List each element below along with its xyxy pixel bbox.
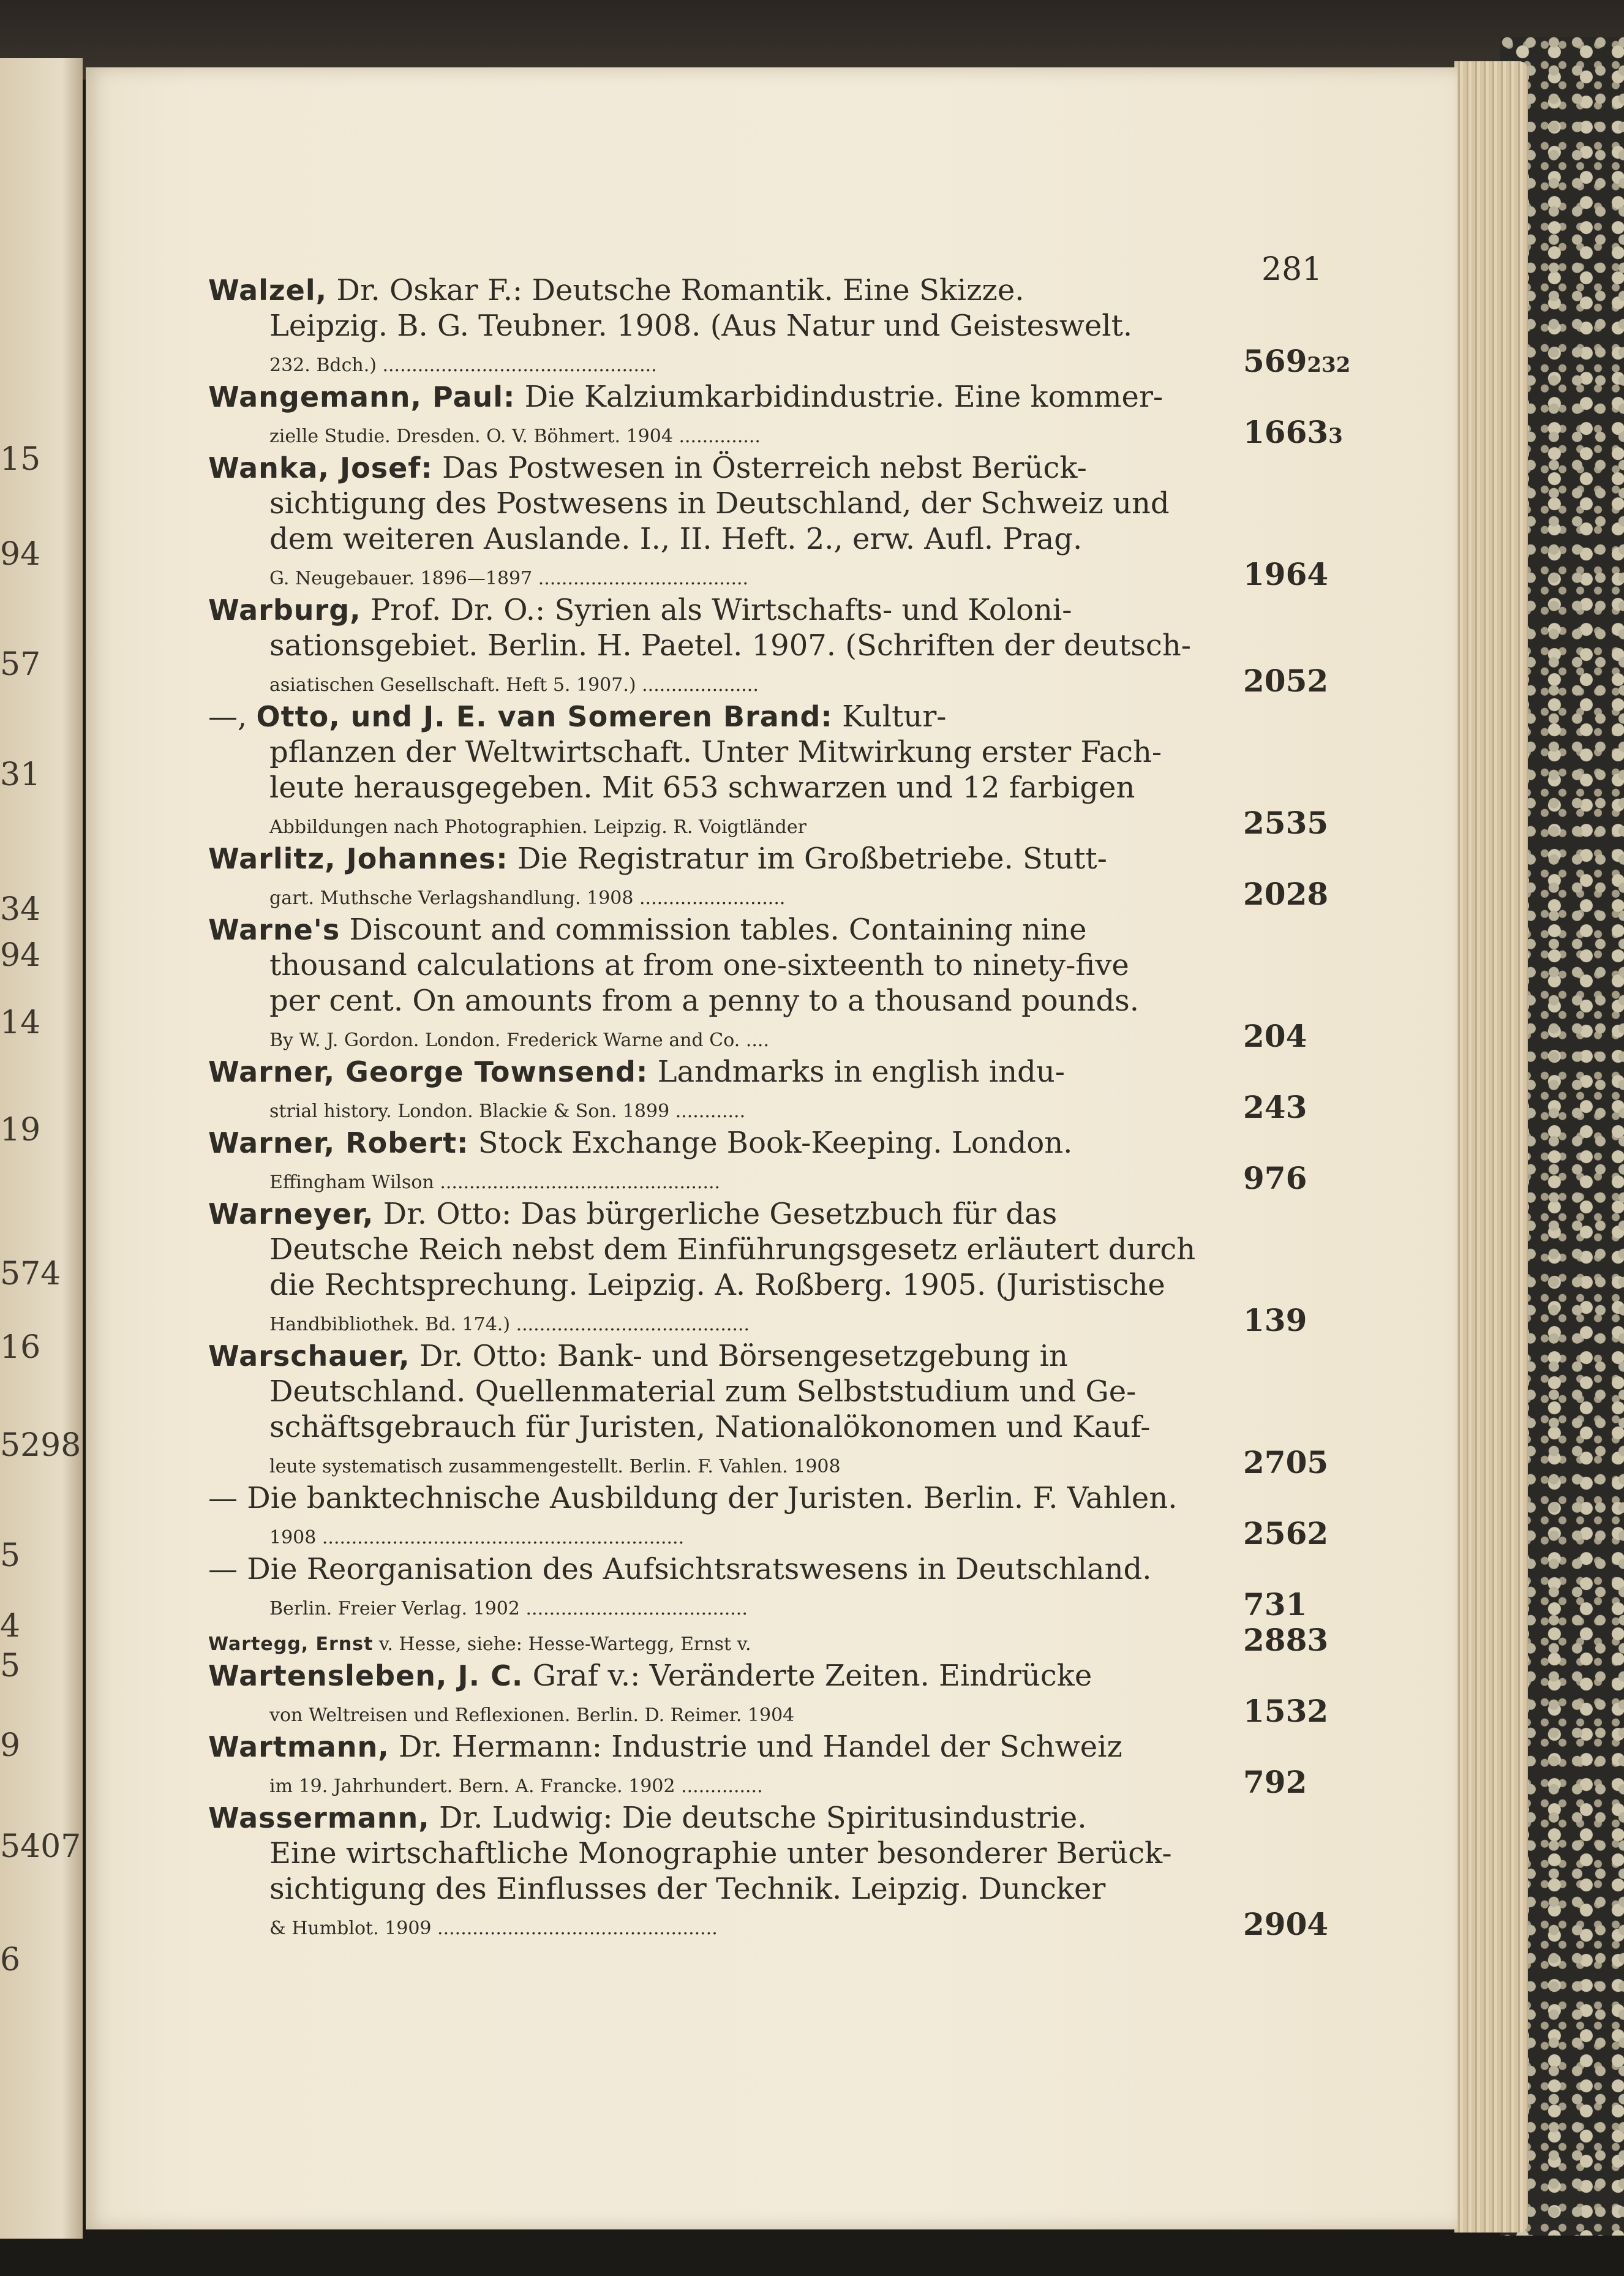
entry-text: strial history. London. Blackie & Son. 1899 ............ — [269, 1101, 746, 1122]
previous-page-fragment: 4 — [0, 1608, 21, 1645]
entry-line — [208, 1764, 1307, 1800]
bibliography-entry — [208, 912, 1307, 1054]
previous-page-fragment: 57 — [0, 646, 41, 683]
bibliography-entry — [208, 1551, 1307, 1622]
catalog-number-main: 2028 — [1243, 876, 1329, 912]
previous-page-fragment: 34 — [0, 891, 41, 928]
previous-page-fragment: 94 — [0, 937, 41, 974]
previous-page-edge — [0, 58, 83, 2239]
entry-prefix: — — [208, 1481, 247, 1515]
author-name: Warschauer, — [208, 1340, 410, 1373]
entry-line — [208, 1160, 1307, 1196]
catalog-number — [1243, 1765, 1445, 1800]
entry-text: Graf v.: Veränderte Zeiten. Eindrücke — [523, 1659, 1092, 1693]
author-name: Warne's — [208, 913, 340, 946]
entry-line — [208, 1836, 1237, 1871]
previous-page-fragment: 15 — [0, 441, 41, 478]
entry-line — [208, 1196, 1237, 1232]
previous-page-fragment: 19 — [0, 1112, 41, 1148]
entry-text: zielle Studie. Dresden. O. V. Böhmert. 1904 .............. — [269, 426, 761, 447]
entry-text: Handbibliothek. Bd. 174.) ........................................ — [269, 1314, 750, 1335]
entry-line — [208, 734, 1237, 770]
entry-text: Die Reorganisation des Aufsichtsratswesens in Deutschland. — [247, 1552, 1152, 1586]
bibliography-entry — [208, 1658, 1329, 1729]
entry-line — [208, 592, 1237, 628]
bibliography-entry — [208, 379, 1343, 450]
entry-text: Deutsche Reich nebst dem Einführungsgesetz erläutert durch — [269, 1232, 1196, 1267]
bibliography-entry — [208, 1196, 1307, 1338]
entry-line — [208, 1409, 1237, 1445]
entry-text: Prof. Dr. O.: Syrien als Wirtschafts- und Koloni- — [361, 593, 1072, 627]
entry-line — [208, 805, 1329, 841]
previous-page-fragment: 94 — [0, 536, 41, 573]
entry-line — [208, 308, 1237, 344]
entry-text: 232. Bdch.) ............................................... — [269, 355, 657, 376]
entry-text: Das Postwesen in Österreich nebst Berück- — [432, 451, 1087, 485]
catalog-number — [1243, 1161, 1445, 1196]
entry-text: Berlin. Freier Verlag. 1902 ...................................... — [269, 1598, 748, 1619]
entry-text: G. Neugebauer. 1896—1897 .................................... — [269, 568, 749, 589]
entry-text: v. Hesse, siehe: Hesse-Wartegg, Ernst v. — [373, 1634, 751, 1655]
entry-line — [208, 414, 1343, 450]
entry-line — [208, 1871, 1237, 1907]
entry-line — [208, 1551, 1237, 1587]
bibliography-entry — [208, 1729, 1307, 1800]
entry-text: von Weltreisen und Reflexionen. Berlin. D. Reimer. 1904 — [269, 1705, 795, 1726]
previous-page-fragment: 9 — [0, 1727, 21, 1764]
entry-line — [208, 699, 1237, 734]
entry-text: dem weiteren Auslande. I., II. Heft. 2., erw. Aufl. Prag. — [269, 522, 1083, 556]
entry-line — [208, 1622, 1329, 1658]
entry-prefix: — — [208, 1552, 247, 1586]
entry-line — [208, 1906, 1329, 1942]
catalog-number — [1243, 1019, 1445, 1054]
entry-text: Leipzig. B. G. Teubner. 1908. (Aus Natur und Geisteswelt. — [269, 309, 1133, 343]
entry-text: Abbildungen nach Photographien. Leipzig. R. Voigtländer — [269, 816, 806, 838]
entry-line — [208, 486, 1237, 521]
entry-line — [208, 876, 1329, 912]
author-name: Warneyer, — [208, 1197, 374, 1230]
entry-text: 1908 .............................................................. — [269, 1527, 685, 1548]
entry-text: Die banktechnische Ausbildung der Juristen. Berlin. F. Vahlen. — [247, 1481, 1178, 1515]
entry-text: Dr. Ludwig: Die deutsche Spiritusindustrie. — [429, 1801, 1087, 1835]
entry-line — [208, 1054, 1237, 1090]
bibliography-entry — [208, 1622, 1329, 1658]
entry-text: Discount and commission tables. Containing nine — [340, 913, 1087, 947]
catalog-number — [1243, 876, 1445, 912]
previous-page-fragment: 16 — [0, 1329, 41, 1366]
entry-line — [208, 1658, 1237, 1694]
bibliography-entry — [208, 1338, 1329, 1480]
previous-page-fragment: 574 — [0, 1256, 61, 1292]
entry-text: Deutschland. Quellenmaterial zum Selbststudium und Ge- — [269, 1374, 1137, 1409]
entry-line — [208, 1267, 1237, 1303]
entry-line — [208, 1089, 1307, 1125]
entry-text: sichtigung des Postwesens in Deutschland, der Schweiz und — [269, 486, 1170, 521]
entry-text: Kultur- — [832, 699, 947, 734]
author-name: Wartegg, Ernst — [208, 1634, 374, 1655]
catalog-number-main: 2562 — [1243, 1515, 1329, 1551]
entry-text: Dr. Otto: Bank- und Börsengesetzgebung in — [410, 1339, 1068, 1373]
entry-line — [208, 1586, 1307, 1622]
catalog-number-main: 204 — [1243, 1018, 1307, 1054]
entry-text: Landmarks in english indu- — [648, 1055, 1065, 1089]
entry-line — [208, 521, 1237, 557]
catalog-number — [1243, 1445, 1445, 1480]
entry-line — [208, 1302, 1307, 1338]
entry-line — [208, 628, 1237, 663]
bibliography-entry — [208, 1480, 1329, 1551]
page-stack-edges — [1454, 61, 1528, 2233]
catalog-number — [1243, 1622, 1445, 1658]
catalog-number-main: 243 — [1243, 1089, 1307, 1125]
entry-line — [208, 770, 1237, 805]
entry-text: Dr. Hermann: Industrie und Handel der Schweiz — [389, 1730, 1122, 1764]
entry-prefix: —, — [208, 699, 257, 734]
entry-text: Eine wirtschaftliche Monographie unter besonderer Berück- — [269, 1836, 1172, 1871]
entry-line — [208, 912, 1237, 948]
author-name: Wanka, Josef: — [208, 451, 433, 484]
catalog-number — [1243, 557, 1445, 592]
catalog-number — [1243, 1587, 1445, 1622]
entry-text: die Rechtsprechung. Leipzig. A. Roßberg. 1905. (Juristische — [269, 1268, 1165, 1302]
bibliography-entry — [208, 273, 1351, 379]
entry-text: By W. J. Gordon. London. Frederick Warne and Co. .... — [269, 1030, 769, 1051]
entry-text: im 19. Jahrhundert. Bern. A. Francke. 1902 .............. — [269, 1776, 763, 1797]
previous-page-fragment: 5 — [0, 1648, 21, 1684]
entry-line — [208, 1800, 1237, 1836]
bibliography-entries — [208, 273, 1351, 1942]
catalog-number-main: 1532 — [1243, 1693, 1329, 1729]
entry-line — [208, 1444, 1329, 1480]
catalog-number-main: 2883 — [1243, 1622, 1329, 1658]
entry-line — [208, 1693, 1329, 1729]
bibliography-entry — [208, 450, 1329, 592]
entry-text: Effingham Wilson ................................................ — [269, 1172, 721, 1193]
entry-line — [208, 1232, 1237, 1267]
bibliography-entry — [208, 1125, 1307, 1196]
entry-text: Dr. Otto: Das bürgerliche Gesetzbuch für das — [374, 1197, 1058, 1231]
catalog-number-main: 1964 — [1243, 556, 1329, 592]
entry-line — [208, 450, 1237, 486]
catalog-number-main: 731 — [1243, 1586, 1307, 1622]
catalog-number — [1243, 1090, 1445, 1125]
entry-text: leute systematisch zusammengestellt. Berlin. F. Vahlen. 1908 — [269, 1456, 841, 1477]
entry-text: sichtigung des Einflusses der Technik. Leipzig. Duncker — [269, 1872, 1106, 1906]
catalog-number-main: 1663 — [1243, 414, 1329, 450]
author-name: Wartensleben, J. C. — [208, 1659, 524, 1692]
author-name: Walzel, — [208, 274, 328, 307]
catalog-number — [1243, 1516, 1445, 1551]
catalog-number — [1243, 344, 1445, 383]
author-name: Wassermann, — [208, 1801, 430, 1834]
entry-text: gart. Muthsche Verlagshandlung. 1908 ......................... — [269, 887, 786, 909]
catalog-number-main: 2535 — [1243, 805, 1329, 841]
catalog-number — [1243, 805, 1445, 841]
entry-line — [208, 1480, 1237, 1516]
entry-text: pflanzen der Weltwirtschaft. Unter Mitwirkung erster Fach- — [269, 735, 1162, 769]
catalog-number — [1243, 1907, 1445, 1942]
previous-page-fragment: 5298 — [0, 1427, 81, 1464]
entry-line — [208, 1338, 1237, 1374]
catalog-number-main: 2904 — [1243, 1906, 1329, 1942]
entry-line — [208, 663, 1329, 699]
catalog-number-sub: 232 — [1307, 353, 1351, 377]
previous-page-fragment: 6 — [0, 1942, 21, 1978]
entry-line — [208, 948, 1237, 983]
entry-line — [208, 1018, 1307, 1054]
previous-page-fragment: 5407 — [0, 1828, 81, 1865]
bibliography-entry — [208, 699, 1329, 841]
page-number: 281 — [1261, 251, 1323, 288]
entry-text: leute herausgegeben. Mit 653 schwarzen und 12 farbigen — [269, 771, 1135, 805]
author-name: Warburg, — [208, 593, 361, 627]
catalog-number — [1243, 663, 1445, 699]
entry-line — [208, 841, 1237, 876]
entry-text: Die Kalziumkarbidindustrie. Eine kommer- — [515, 380, 1163, 414]
entry-text: Dr. Oskar F.: Deutsche Romantik. Eine Skizze. — [327, 273, 1024, 307]
catalog-number-main: 569 — [1243, 343, 1307, 379]
bibliography-entry — [208, 592, 1329, 699]
author-name: Warner, Robert: — [208, 1126, 469, 1159]
entry-line — [208, 1515, 1329, 1551]
author-name: Warner, George Townsend: — [208, 1055, 648, 1088]
entry-text: Stock Exchange Book-Keeping. London. — [468, 1126, 1073, 1160]
entry-text: Die Registratur im Großbetriebe. Stutt- — [508, 842, 1107, 876]
entry-line — [208, 983, 1237, 1019]
previous-page-fragment: 14 — [0, 1004, 41, 1041]
bibliography-entry — [208, 1800, 1329, 1942]
bibliography-entry — [208, 841, 1329, 912]
entry-line — [208, 273, 1237, 308]
catalog-number — [1243, 415, 1445, 454]
author-name: Otto, und J. E. van Someren Brand: — [256, 700, 833, 733]
entry-text: asiatischen Gesellschaft. Heft 5. 1907.) .................... — [269, 674, 759, 696]
catalog-number — [1243, 1694, 1445, 1729]
catalog-number-main: 2052 — [1243, 663, 1329, 699]
catalog-number — [1243, 1303, 1445, 1338]
catalog-number-sub: 3 — [1328, 424, 1343, 448]
entry-text: & Humblot. 1909 ................................................ — [269, 1918, 718, 1939]
previous-page-fragment: 31 — [0, 756, 41, 793]
catalog-number-main: 2705 — [1243, 1444, 1329, 1480]
entry-text: per cent. On amounts from a penny to a thousand pounds. — [269, 984, 1140, 1018]
author-name: Wartmann, — [208, 1730, 389, 1763]
catalog-number-main: 139 — [1243, 1302, 1307, 1338]
bibliography-entry — [208, 1054, 1307, 1125]
catalog-number-main: 976 — [1243, 1160, 1307, 1196]
previous-page-fragment: 5 — [0, 1537, 21, 1574]
author-name: Warlitz, Johannes: — [208, 842, 508, 875]
entry-text: sationsgebiet. Berlin. H. Paetel. 1907. (Schriften der deutsch- — [269, 628, 1191, 663]
author-name: Wangemann, Paul: — [208, 380, 516, 413]
entry-line — [208, 1729, 1237, 1765]
entry-line — [208, 379, 1237, 415]
entry-text: thousand calculations at from one-sixteenth to ninety-five — [269, 948, 1129, 982]
entry-line — [208, 1125, 1237, 1161]
entry-line — [208, 1374, 1237, 1409]
catalog-number-main: 792 — [1243, 1764, 1307, 1800]
entry-text: schäftsgebrauch für Juristen, Nationalökonomen und Kauf- — [269, 1410, 1151, 1444]
entry-line — [208, 556, 1329, 592]
entry-line — [208, 343, 1351, 379]
